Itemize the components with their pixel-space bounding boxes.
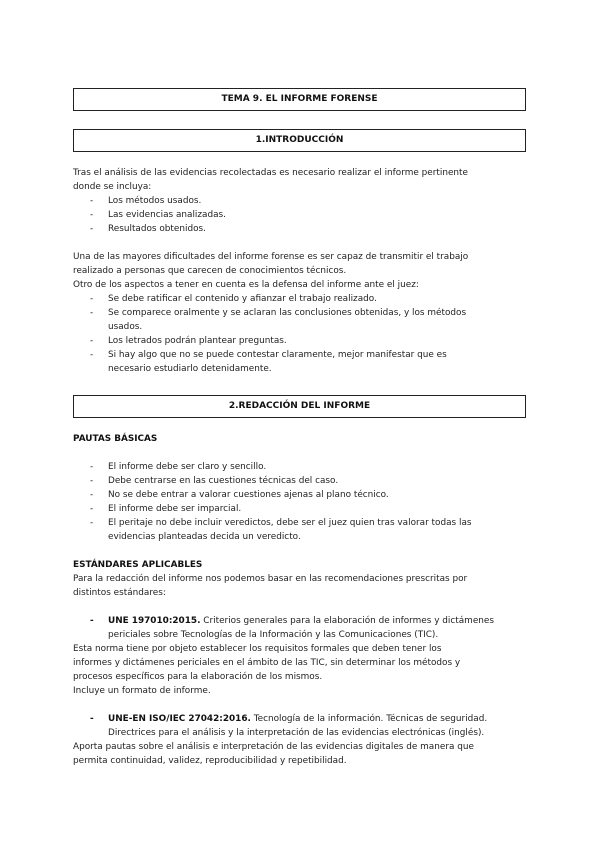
document-title: TEMA 9. EL INFORME FORENSE [221, 94, 378, 104]
paragraph-line: Incluye un formato de informe. [73, 686, 211, 696]
paragraph-line: donde se incluya: [73, 182, 152, 192]
subheading-pautas: PAUTAS BÁSICAS [73, 434, 158, 444]
subheading-estandares: ESTÁNDARES APLICABLES [73, 560, 203, 570]
paragraph-line: Otro de los aspectos a tener en cuenta es la defensa del informe ante el juez: [73, 280, 419, 290]
standard-code: UNE 197010:2015. [108, 616, 201, 626]
paragraph-line: informes y dictámenes periciales en el ámbito de las TIC, sin determinar los métodos y [73, 658, 461, 668]
paragraph-line: permita continuidad, validez, reproducibilidad y repetibilidad. [73, 756, 347, 766]
standard-code: UNE-EN ISO/IEC 27042:2016. [108, 714, 251, 724]
section-heading-introduccion: 1.INTRODUCCIÓN [255, 135, 344, 145]
paragraph-line: distintos estándares: [73, 588, 166, 598]
section-heading-box [73, 395, 526, 418]
paragraph-line: Para la redacción del informe nos podemos basar en las recomendaciones prescritas por [73, 574, 468, 584]
document-page: TEMA 9. EL INFORME FORENSE 1.INTRODUCCIÓN Tras el análisis de las evidencias recolectadas es necesario realizar el informe pertinente donde se incluya: - Los métodos usados. - Las evidencias analizadas. - Resultados obtenidos. Una de las mayores dificultades del informe forense es ser capaz de transmitir el trabajo realizado a personas que carecen de conocimientos técnicos. Otro de los aspectos a tener en cuenta es la defensa del informe ante el juez: - Se debe ratificar el contenido y afianzar el trabajo realizado. - Se comparece oralmente y se aclaran las conclusiones obtenidas, y los métodos usados. - Los letrados podrán plantear preguntas. - Si hay algo que no se puede contestar claramente, mejor manifestar que es necesario estudiarlo detenidamente. 2.REDACCIÓN DEL INFORME PAUTAS BÁSICAS - El informe debe ser claro y sencillo. - Debe centrarse en las cuestiones técnicas del caso. - No se debe entrar a valorar cuestiones ajenas al plano técnico. - El informe debe ser imparcial. - El peritaje no debe incluir veredictos, debe ser el juez quien tras valorar todas las evidencias planteadas decida un veredicto. ESTÁNDARES APLICABLES Para la redacción del informe nos podemos basar en las recomendaciones prescritas por distintos estándares: - UNE 197010:2015. Criterios generales para la elaboración de informes y dictámenes periciales sobre Tecnologías de la Información y las Comunicaciones (TIC). Esta norma tiene por objeto establecer los requisitos formales que deben tener los informes y dictámenes periciales en el ámbito de las TIC, sin determinar los métodos y procesos específicos para la elaboración de los mismos. Incluye un formato de informe. - UNE-EN ISO/IEC 27042:2016. Tecnología de la información. Técnicas de seguridad. Directrices para el análisis y la interpretación de las evidencias electrónicas (inglés). Aporta pautas sobre el análisis e interpretación de las evidencias digitales de manera que permita continuidad, validez, reproducibilidad y repetibilidad. [0, 0, 600, 848]
paragraph-line: Aporta pautas sobre el análisis e interpretación de las evidencias digitales de manera que [73, 742, 474, 752]
section-heading-box [73, 129, 526, 152]
paragraph-line: realizado a personas que carecen de conocimientos técnicos. [73, 266, 347, 276]
paragraph-line: procesos específicos para la elaboración de los mismos. [73, 672, 323, 682]
paragraph-line: Una de las mayores dificultades del informe forense es ser capaz de transmitir el trabajo [73, 252, 469, 262]
paragraph-line: Tras el análisis de las evidencias recolectadas es necesario realizar el informe pertinente [73, 168, 468, 178]
section-heading-redaccion: 2.REDACCIÓN DEL INFORME [228, 401, 371, 411]
document-title-box [73, 88, 526, 111]
paragraph-line: Esta norma tiene por objeto establecer los requisitos formales que deben tener los [73, 644, 442, 654]
